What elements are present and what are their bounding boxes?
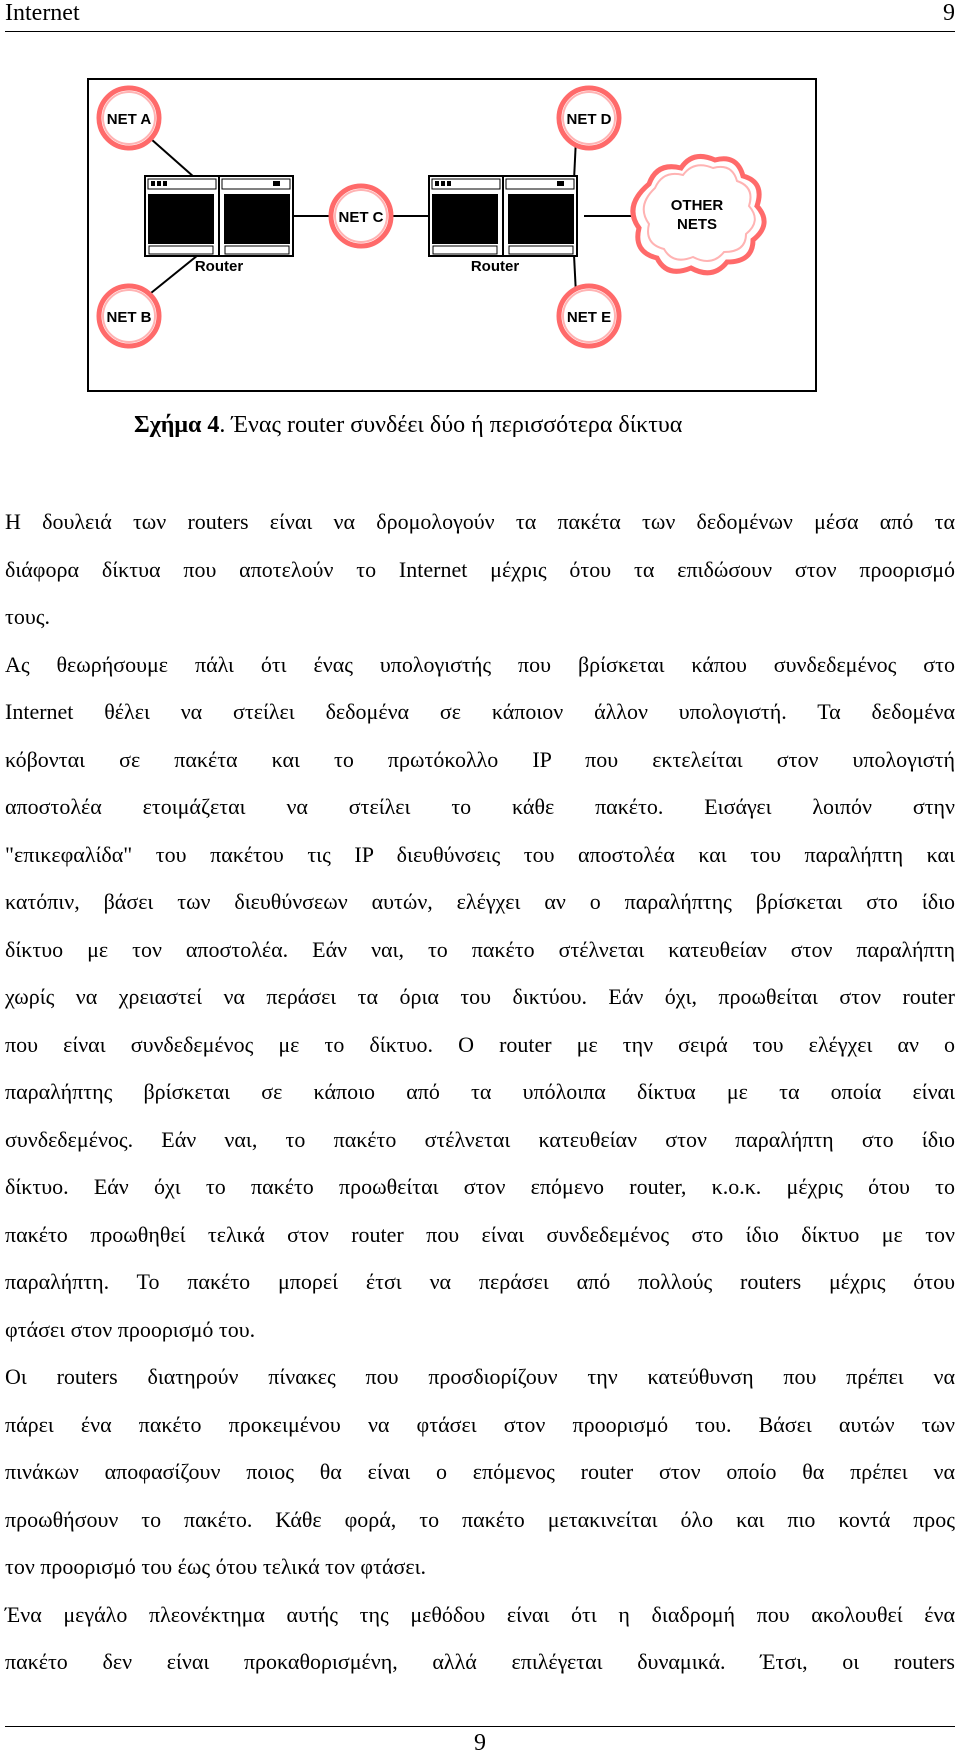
text-line: Ας θεωρήσουμε πάλι ότι ένας υπολογιστής που βρίσκεται κάπου συνδεδεμένος στο <box>5 651 955 677</box>
text-line: παραλήπτης βρίσκεται σε κάποιο από τα υπόλοιπα δίκτυα με τα οποία είναι <box>5 1079 955 1104</box>
text-line: δίκτυο με τον αποστολέα. Εάν ναι, το πακέτο στέλνεται κατευθείαν στον παραλήπτη <box>5 936 955 962</box>
text-line: παραλήπτη. Το πακέτο μπορεί έτσι να περάσει από πολλούς routers μέχρις ότου <box>5 1269 955 1294</box>
paragraph-3 <box>5 1353 955 1591</box>
text-line: Η δουλειά των routers είναι να δρομολογούν τα πακέτα των δεδομένων μέσα από τα <box>5 509 955 534</box>
paragraph-2 <box>5 641 955 1354</box>
other-nets-label-2: NETS <box>676 216 718 233</box>
header-page-number: 9 <box>943 0 955 26</box>
text-line: χωρίς να χρειαστεί να περάσει τα όρια του δικτύου. Εάν όχι, προωθείται στον router <box>5 984 955 1009</box>
net-e-label: NET E <box>566 309 612 326</box>
text-line: συνδεδεμένος. Εάν ναι, το πακέτο στέλνεται κατευθείαν στον παραλήπτη στο ίδιο <box>5 1126 955 1152</box>
text-line: Οι routers διατηρούν πίνακες που προσδιορίζουν την κατεύθυνση που πρέπει να <box>5 1364 955 1389</box>
text-line: πάρει ένα πακέτο προκειμένου να φτάσει στον προορισμό του. Βάσει αυτών των <box>5 1411 955 1437</box>
net-b-label: NET B <box>106 309 152 326</box>
body-text <box>5 498 955 1686</box>
text-line: Internet θέλει να στείλει δεδομένα σε κάποιον άλλον υπολογιστή. Τα δεδομένα <box>5 699 955 724</box>
network-diagram <box>87 78 817 392</box>
paragraph-1 <box>5 498 955 641</box>
caption-label: Σχήμα 4 <box>134 412 220 438</box>
net-a-label: NET A <box>106 111 152 128</box>
other-nets-label-1: OTHER <box>670 197 724 214</box>
text-line: τον προορισμό του έως ότου τελικά τον φτάσει. <box>5 1554 427 1579</box>
router-left <box>145 176 293 256</box>
text-line: φτάσει στον προορισμό του. <box>5 1316 256 1342</box>
text-line: αποστολέα ετοιμάζεται να στείλει το κάθε πακέτο. Εισάγει λοιπόν στην <box>5 794 955 819</box>
router-network-svg <box>89 80 815 390</box>
text-line: "επικεφαλίδα" του πακέτου τις IP διευθύνσεις του αποστολέα και του παραλήπτη και <box>5 841 955 867</box>
text-line: κατόπιν, βάσει των διευθύνσεων αυτών, ελέγχει αν ο παραλήπτης βρίσκεται στο ίδιο <box>5 889 955 914</box>
text-line: κόβονται σε πακέτα και το πρωτόκολλο IP που εκτελείται στον υπολογιστή <box>5 746 955 772</box>
page-header <box>5 0 955 32</box>
text-line: διάφορα δίκτυα που αποτελούν το Internet μέχρις ότου τα επιδώσουν στον προορισμό <box>5 556 955 582</box>
net-c-label: NET C <box>338 209 384 226</box>
text-line: πινάκων αποφασίζουν ποιος θα είναι ο επόμενος router στον οποίο θα πρέπει να <box>5 1459 955 1484</box>
net-d-label: NET D <box>566 111 612 128</box>
footer-rule <box>5 1726 955 1727</box>
text-line: προωθήσουν το πακέτο. Κάθε φορά, το πακέτο μετακινείται όλο και πιο κοντά προς <box>5 1506 955 1532</box>
paragraph-4 <box>5 1591 955 1686</box>
router-left-label: Router <box>194 258 244 275</box>
other-nets-cloud <box>633 156 764 272</box>
figure-caption <box>134 405 682 445</box>
text-line: πακέτο προωθηθεί τελικά στον router που είναι συνδεδεμένος στο ίδιο δίκτυο με τον <box>5 1221 955 1247</box>
router-right <box>429 176 577 256</box>
footer-page-number: 9 <box>474 1730 486 1756</box>
text-line: Ένα μεγάλο πλεονέκτημα αυτής της μεθόδου είναι ότι η διαδρομή που ακολουθεί ένα <box>5 1601 955 1627</box>
text-line: δίκτυο. Εάν όχι το πακέτο προωθείται στον επόμενο router, κ.ο.κ. μέχρις ότου το <box>5 1174 955 1199</box>
text-line: που είναι συνδεδεμένος με το δίκτυο. Ο router με την σειρά του ελέγχει αν ο <box>5 1031 955 1057</box>
running-title: Internet <box>5 0 80 26</box>
text-line: τους. <box>5 604 50 629</box>
router-right-label: Router <box>470 258 520 275</box>
text-line: πακέτο δεν είναι προκαθορισμένη, αλλά επιλέγεται δυναμικά. Έτσι, οι routers <box>5 1649 955 1674</box>
caption-text: . Ένας router συνδέει δύο ή περισσότερα δίκτυα <box>219 412 683 438</box>
